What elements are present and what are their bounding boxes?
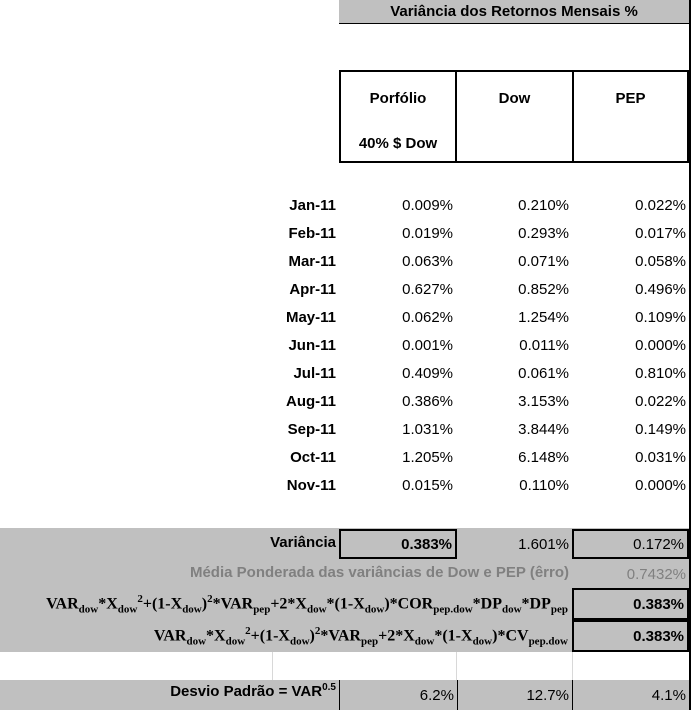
header-pep-label: PEP	[615, 90, 646, 107]
cell-pep[interactable]: 0.810%	[635, 365, 686, 382]
formula1-text: $VAR_{dow}*X_{dow}^2+(1-X_{dow})^2*VAR_{pep}+2*X_{dow}*(1-X_{dow})*COR_{pep.dow}*DP_{dow}*DP_{pep}$	[46, 593, 568, 616]
cell-portfolio[interactable]: 0.001%	[402, 337, 453, 354]
header-portfolio-sub: 40% $ Dow	[358, 135, 438, 152]
table-row	[0, 472, 689, 500]
cell-portfolio[interactable]: 0.409%	[402, 365, 453, 382]
row-month: May-11	[285, 309, 336, 326]
desvio-dow[interactable]: 12.7%	[457, 680, 572, 710]
table-row	[0, 416, 689, 444]
table-row	[0, 388, 689, 416]
variancia-dow[interactable]: 1.601%	[518, 535, 569, 553]
cell-portfolio[interactable]: 1.205%	[402, 449, 453, 466]
cell-pep[interactable]: 0.022%	[635, 393, 686, 410]
table-row	[0, 332, 689, 360]
row-month: Aug-11	[285, 393, 336, 410]
cell-dow[interactable]: 0.852%	[518, 281, 569, 298]
desvio-portfolio[interactable]: 6.2%	[339, 680, 457, 710]
row-month: Oct-11	[290, 449, 336, 466]
cell-dow[interactable]: 6.148%	[518, 449, 569, 466]
cell-dow[interactable]: 3.153%	[518, 393, 569, 410]
cell-dow[interactable]: 0.210%	[518, 197, 569, 214]
table-row	[0, 304, 689, 332]
formula2-value[interactable]: 0.383%	[572, 620, 689, 652]
grid-line	[572, 652, 573, 680]
table-row	[0, 248, 689, 276]
cell-pep[interactable]: 0.109%	[635, 309, 686, 326]
cell-pep[interactable]: 0.031%	[635, 449, 686, 466]
media-label: Média Ponderada das variâncias de Dow e PEP (êrro)	[189, 564, 569, 581]
cell-portfolio[interactable]: 0.019%	[402, 225, 453, 242]
cell-portfolio[interactable]: 0.015%	[402, 477, 453, 494]
table-row	[0, 276, 689, 304]
formula1-value[interactable]: 0.383%	[572, 588, 689, 620]
cell-dow[interactable]: 0.293%	[518, 225, 569, 242]
cell-pep[interactable]: 0.000%	[635, 337, 686, 354]
cell-pep[interactable]: 0.022%	[635, 197, 686, 214]
cell-dow[interactable]: 0.061%	[518, 365, 569, 382]
cell-dow[interactable]: 3.844%	[518, 421, 569, 438]
cell-portfolio[interactable]: 0.627%	[402, 281, 453, 298]
desvio-label: Desvio Padrão = $VAR^{0.5}$	[170, 682, 336, 700]
cell-pep[interactable]: 0.017%	[635, 225, 686, 242]
desvio-pep[interactable]: 4.1%	[572, 680, 689, 710]
table-row	[0, 220, 689, 248]
variancia-pep[interactable]: 0.172%	[572, 529, 689, 559]
row-month: Jun-11	[288, 337, 336, 354]
table-row	[0, 192, 689, 220]
cell-pep[interactable]: 0.149%	[635, 421, 686, 438]
cell-pep[interactable]: 0.000%	[635, 477, 686, 494]
cell-pep[interactable]: 0.496%	[635, 281, 686, 298]
sheet-title: Variância dos Retornos Mensais %	[339, 0, 689, 24]
variancia-label: Variância	[270, 534, 336, 551]
row-month: Apr-11	[289, 281, 336, 298]
cell-portfolio[interactable]: 0.386%	[402, 393, 453, 410]
cell-pep[interactable]: 0.058%	[635, 253, 686, 270]
grid-line	[456, 652, 457, 680]
table-row	[0, 444, 689, 472]
cell-dow[interactable]: 0.011%	[519, 337, 569, 354]
cell-portfolio[interactable]: 0.009%	[402, 197, 453, 214]
cell-portfolio[interactable]: 0.062%	[402, 309, 453, 326]
header-portfolio[interactable]	[339, 70, 457, 163]
row-month: Sep-11	[287, 421, 336, 438]
row-month: Jan-11	[289, 197, 336, 214]
cell-dow[interactable]: 0.110%	[519, 477, 569, 494]
grid-line	[272, 652, 273, 680]
row-month: Mar-11	[288, 253, 336, 270]
table-row	[0, 360, 689, 388]
header-portfolio-label: Porfólio	[369, 90, 427, 107]
row-month: Nov-11	[286, 477, 336, 494]
cell-dow[interactable]: 1.254%	[518, 309, 569, 326]
cell-dow[interactable]: 0.071%	[518, 253, 569, 270]
cell-portfolio[interactable]: 1.031%	[402, 421, 453, 438]
row-month: Jul-11	[293, 365, 336, 382]
row-month: Feb-11	[288, 225, 336, 242]
header-pep[interactable]	[572, 70, 689, 163]
media-value[interactable]: 0.7432%	[626, 565, 686, 583]
header-dow[interactable]	[455, 70, 574, 163]
formula2-text: $VAR_{dow}*X_{dow}^2+(1-X_{dow})^2*VAR_{pep}+2*X_{dow}*(1-X_{dow})*CV_{pep.dow}$	[153, 625, 568, 648]
cell-portfolio[interactable]: 0.063%	[402, 253, 453, 270]
header-dow-label: Dow	[498, 90, 531, 107]
variancia-portfolio[interactable]: 0.383%	[339, 529, 457, 559]
